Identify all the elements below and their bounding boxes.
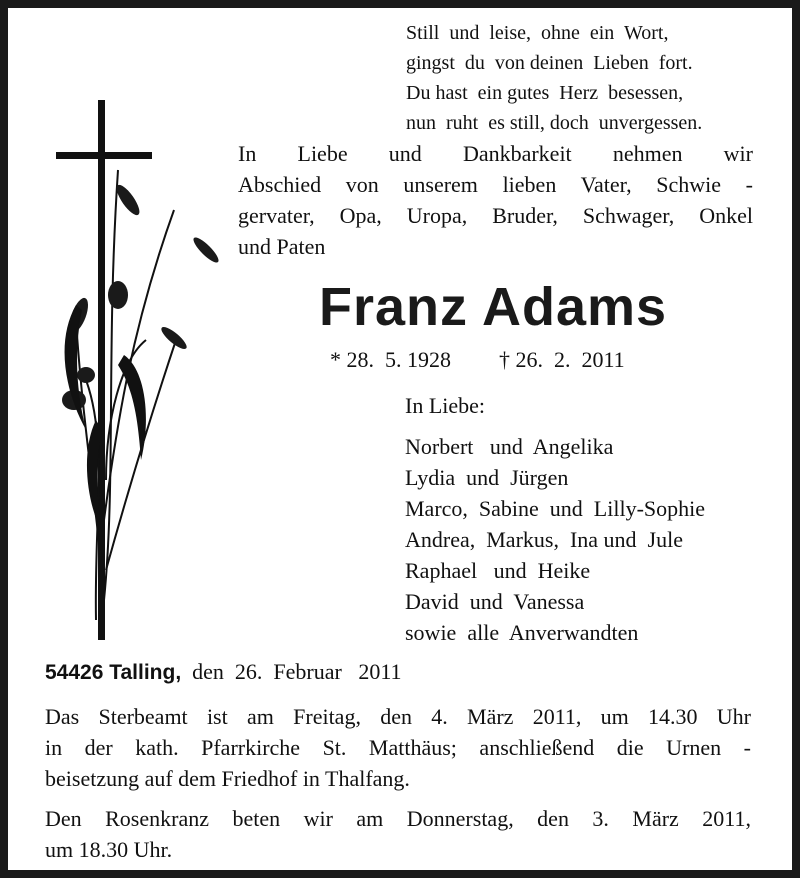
family-member: sowie alle Anverwandten (405, 620, 639, 645)
poem (406, 18, 702, 138)
family-member: Norbert und Angelika (405, 434, 614, 459)
obituary-card (8, 8, 792, 870)
rosary-line: Den Rosenkranz beten wir am Donnerstag, den 3. März 2011, (45, 806, 751, 831)
intro-line: und Paten (238, 234, 326, 259)
place-date-line (45, 656, 402, 688)
poem-line: nun ruht es still, doch unvergessen. (406, 112, 703, 134)
poem-line: Du hast ein gutes Herz besessen, (406, 82, 684, 104)
place-city: 54426 Talling, (45, 661, 182, 684)
intro-line: Abschied von unserem lieben Vater, Schwie - (238, 172, 753, 197)
cross-with-wheat-icon (46, 100, 246, 645)
family-list (405, 390, 705, 648)
intro-line: gervater, Opa, Uropa, Bruder, Schwager, Onkel (238, 203, 753, 228)
life-dates (330, 344, 625, 375)
funeral-line: Das Sterbeamt ist am Freitag, den 4. März 2011, um 14.30 Uhr (45, 704, 751, 729)
death-date: † 26. 2. 2011 (499, 347, 625, 372)
birth-date: * 28. 5. 1928 (330, 347, 451, 372)
intro-text (238, 138, 753, 262)
family-member: Andrea, Markus, Ina und Jule (405, 527, 683, 552)
family-member: David und Vanessa (405, 589, 585, 614)
poem-line: gingst du von deinen Lieben fort. (406, 52, 693, 74)
funeral-line: in der kath. Pfarrkirche St. Matthäus; anschließend die Urnen - (45, 735, 751, 760)
deceased-name: Franz Adams (318, 277, 668, 337)
intro-line: In Liebe und Dankbarkeit nehmen wir (238, 141, 753, 166)
rosary-line: um 18.30 Uhr. (45, 837, 173, 862)
poem-line: Still und leise, ohne ein Wort, (406, 22, 669, 44)
family-member: Raphael und Heike (405, 558, 591, 583)
place-date: den 26. Februar 2011 (181, 659, 402, 684)
family-member: Marco, Sabine und Lilly-Sophie (405, 496, 706, 521)
funeral-line: beisetzung auf dem Friedhof in Thalfang. (45, 766, 410, 791)
family-label: In Liebe: (405, 393, 486, 418)
family-member: Lydia und Jürgen (405, 465, 569, 490)
rosary-info (45, 803, 751, 865)
funeral-info (45, 701, 751, 794)
